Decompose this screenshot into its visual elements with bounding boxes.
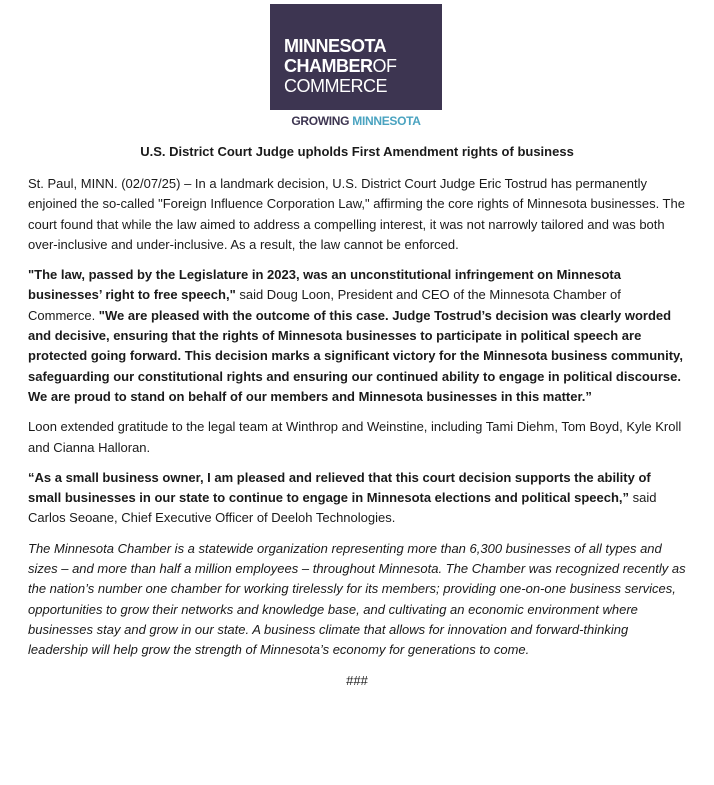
intro-paragraph: St. Paul, MINN. (02/07/25) – In a landmark decision, U.S. District Court Judge Eric Tostrud has permanently enjoined the so-called "Foreign Influence Corporation Law," affirming the core rights of Minnesota businesses. The court found that while the law aimed to address a compelling interest, it was not narrowly tailored and was both over-inclusive and under-inclusive. As a result, the law cannot be enforced. (28, 176, 685, 252)
logo-line-minnesota: MINNESOTA (284, 36, 387, 56)
loon-attribution: said Doug Loon, President and CEO of the Minnesota Chamber of Commerce. (28, 287, 621, 323)
seoane-quote-paragraph (28, 468, 686, 529)
loon-quote-part1: "The law, passed by the Legislature in 2023, was an unconstitutional infringement on Minnesota businesses’ right to free speech," (28, 267, 621, 303)
logo-line-chamber (284, 56, 442, 76)
loon-quote-part2: "We are pleased with the outcome of this case. Judge Tostrud’s decision was clearly worded and decisive, ensuring that the rights of Minnesota businesses to participate in political speech are protected going forward. This decision marks a significant victory for the Minnesota business community, safeguarding our constitutional rights and ensuring our continued ability to engage in political discourse. We are proud to stand on behalf of our members and Minnesota businesses in this matter.” (28, 307, 683, 404)
about-chamber-paragraph: The Minnesota Chamber is a statewide organization representing more than 6,300 businesses of all types and sizes – and more than half a million employees – throughout Minnesota. The Chamber was recognized recently as the nation’s number one chamber for working tirelessly for its members; providing one-on-one business services, opportunities to grow their networks and knowledge base, and cultivating an economic environment where businesses stay and grow in our state. A business climate that allows for innovation and forward-thinking leadership will help grow the strength of Minnesota’s economy for generations to come. (28, 540, 686, 658)
logo-line-commerce: COMMERCE (284, 76, 387, 96)
page-title: U.S. District Court Judge upholds First Amendment rights of business (140, 144, 574, 159)
seoane-quote: “As a small business owner, I am pleased and relieved that this court decision supports the ability of small businesses in our state to continue to engage in Minnesota elections and political speech,” (28, 469, 651, 506)
end-mark: ### (346, 672, 368, 688)
logo-tagline (270, 114, 442, 128)
tagline-growing: GROWING (291, 114, 350, 128)
press-release-body (28, 174, 686, 701)
seoane-attribution: said Carlos Seoane, Chief Executive Officer of Deeloh Technologies. (28, 490, 657, 526)
logo-word-chamber: CHAMBER (284, 56, 373, 76)
chamber-logo (270, 4, 442, 110)
gratitude-paragraph: Loon extended gratitude to the legal team at Winthrop and Weinstine, including Tami Diehm, Tom Boyd, Kyle Kroll and Cianna Halloran. (28, 419, 682, 455)
tagline-minnesota: MINNESOTA (352, 114, 421, 128)
logo-word-of: OF (372, 56, 397, 76)
loon-quote-paragraph (28, 265, 686, 407)
